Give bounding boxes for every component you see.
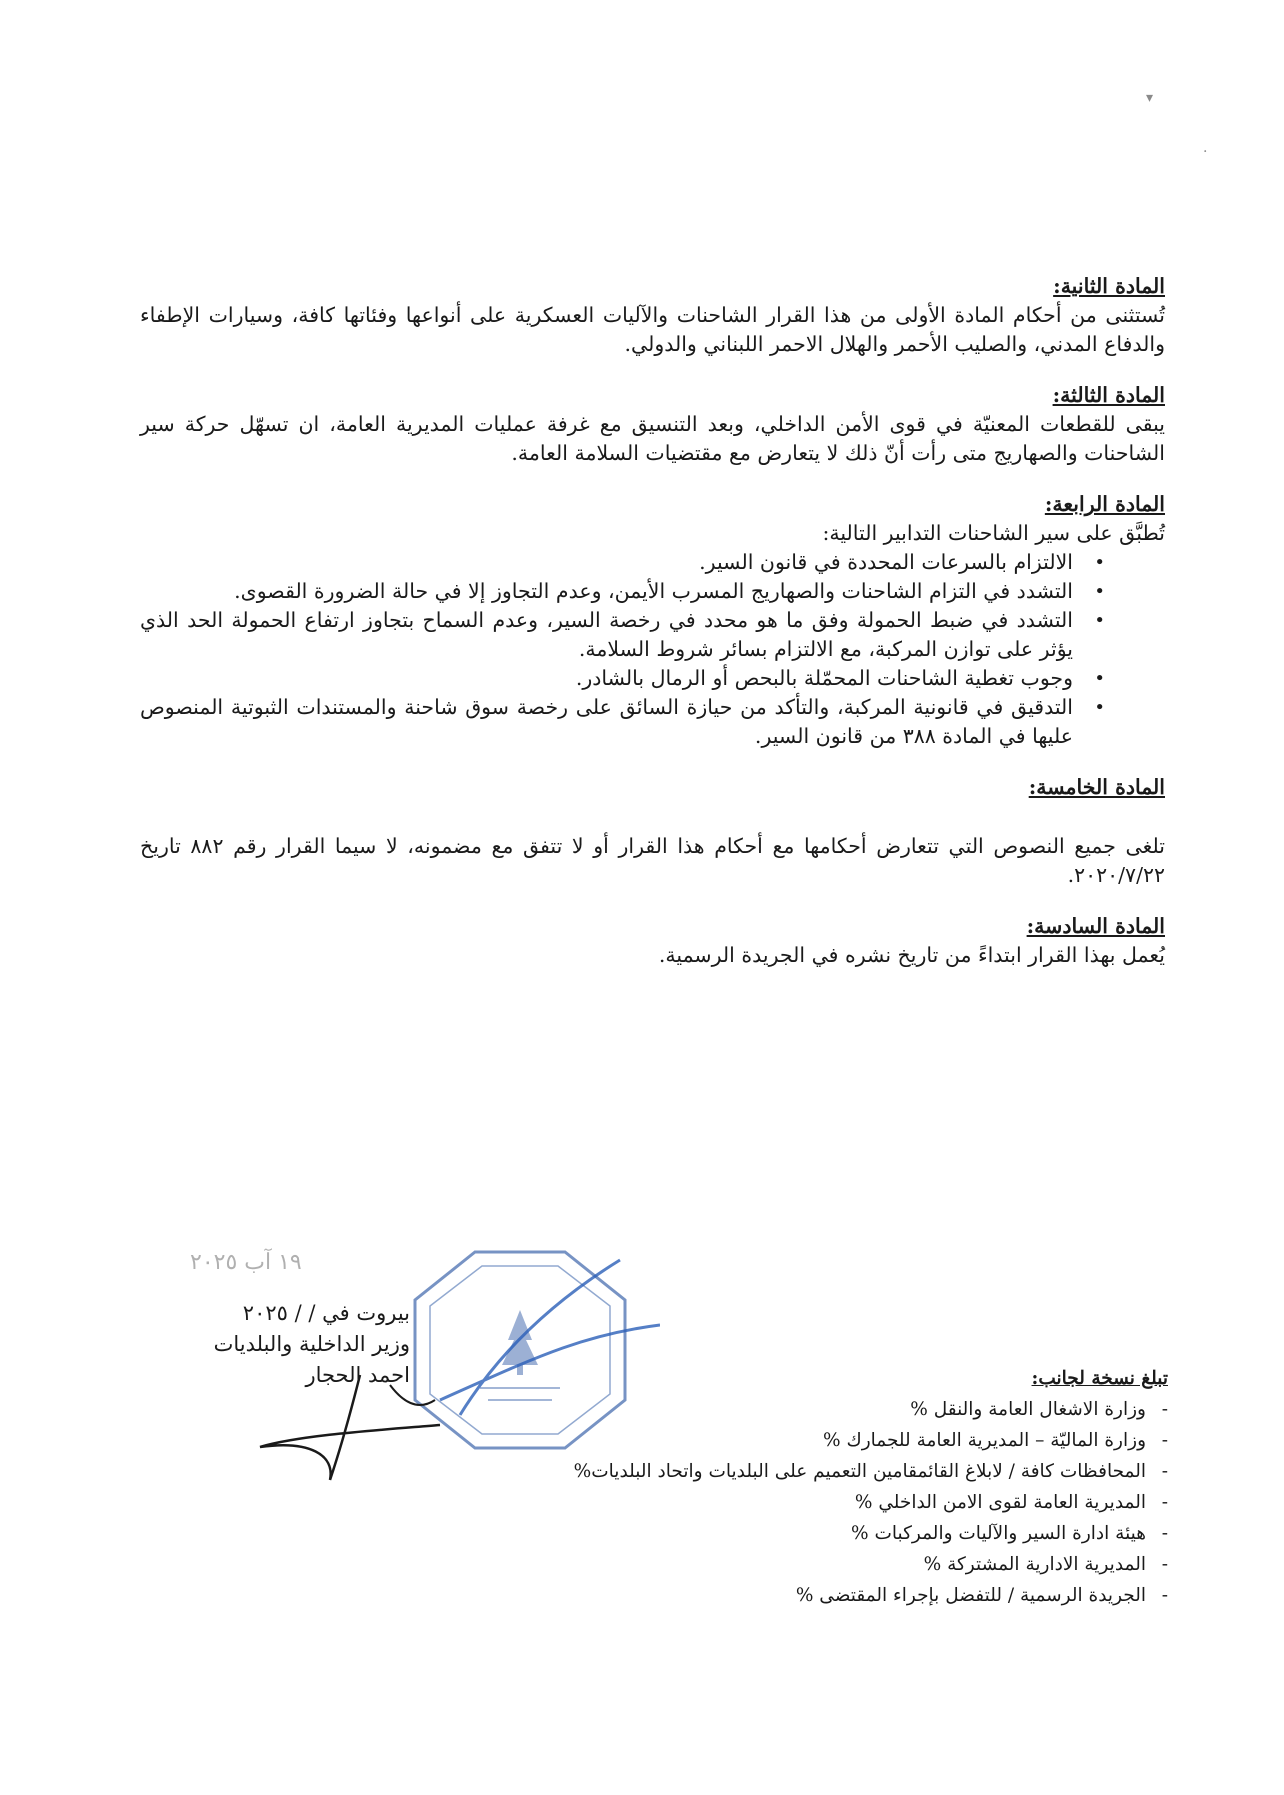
article-5 <box>140 773 1165 890</box>
list-item: -المحافظات كافة / لابلاغ القائمقامين التعميم على البلديات واتحاد البلديات% <box>573 1461 1168 1482</box>
minister-title: وزير الداخلية والبلديات <box>213 1332 410 1356</box>
decision-body <box>140 272 1165 992</box>
article-intro: تُطبَّق على سير الشاحنات التدابير التالية: <box>822 521 1165 545</box>
copies-list <box>520 1394 1168 1611</box>
received-date-stamp: ١٩ آب ٢٠٢٥ <box>190 1250 302 1275</box>
handwritten-signature-icon <box>190 1355 450 1485</box>
article-heading: المادة الرابعة: <box>1044 492 1165 516</box>
article-2 <box>140 272 1165 359</box>
recipient: هيئة ادارة السير والآليات والمركبات % <box>851 1523 1146 1544</box>
list-item: -الجريدة الرسمية / للتفضل بإجراء المقتضى % <box>795 1585 1168 1606</box>
recipient: وزارة الاشغال العامة والنقل % <box>910 1399 1146 1420</box>
list-item: • التشدد في ضبط الحمولة وفق ما هو محدد في رخصة السير، وعدم السماح بتجاوز ارتفاع الحمولة الحد الذي يؤثر على توازن المركبة، مع الالتزام بسائر شروط السلامة. <box>140 606 1073 664</box>
list-item: -وزارة الاشغال العامة والنقل % <box>910 1399 1168 1420</box>
copies-title: تبلغ نسخة لجانب: <box>1031 1368 1168 1389</box>
article-text: يُعمل بهذا القرار ابتداءً من تاريخ نشره في الجريدة الرسمية. <box>658 943 1165 967</box>
list-item: -المديرية الادارية المشتركة % <box>923 1554 1168 1575</box>
list-item: • التدقيق في قانونية المركبة، والتأكد من حيازة السائق على رخصة سوق شاحنة والمستندات الثبوتية المنصوص عليها في المادة ٣٨٨ من قانون السير. <box>140 693 1073 751</box>
list-item: • الالتزام بالسرعات المحددة في قانون السير. <box>140 548 1073 577</box>
minister-name: احمد الحجار <box>305 1363 410 1387</box>
article-heading: المادة الخامسة: <box>1028 775 1165 799</box>
article-heading: المادة الثالثة: <box>1052 383 1165 407</box>
recipient: المديرية العامة لقوى الامن الداخلي % <box>854 1492 1146 1513</box>
scan-speck: · <box>1203 144 1208 160</box>
article-4 <box>140 490 1165 751</box>
place-and-date: بيروت في / / ٢٠٢٥ <box>242 1301 410 1325</box>
recipient: المديرية الادارية المشتركة % <box>923 1554 1146 1575</box>
article-heading: المادة السادسة: <box>1026 914 1165 938</box>
scan-speck: ▾ <box>1146 90 1154 106</box>
article-6 <box>140 912 1165 970</box>
recipient: الجريدة الرسمية / للتفضل بإجراء المقتضى % <box>795 1585 1146 1606</box>
list-item: -وزارة الماليّة – المديرية العامة للجمارك % <box>823 1430 1168 1451</box>
list-item: • وجوب تغطية الشاحنات المحمّلة بالبحص أو الرمال بالشادر. <box>140 664 1073 693</box>
list-item: -هيئة ادارة السير والآليات والمركبات % <box>851 1523 1168 1544</box>
recipient: وزارة الماليّة – المديرية العامة للجمارك % <box>823 1430 1146 1451</box>
list-item: • التشدد في التزام الشاحنات والصهاريج المسرب الأيمن، وعدم التجاوز إلا في حالة الضرورة القصوى. <box>140 577 1073 606</box>
list-item: -المديرية العامة لقوى الامن الداخلي % <box>854 1492 1168 1513</box>
article-heading: المادة الثانية: <box>1053 274 1165 298</box>
article-text: يبقى للقطعات المعنيّة في قوى الأمن الداخلي، وبعد التنسيق مع غرفة عمليات المديرية العامة، ان تسهّل حركة سير الشاحنات والصهاريج متى رأت أنّ ذلك لا يتعارض مع مقتضيات السلامة العامة. <box>140 412 1165 465</box>
article-3 <box>140 381 1165 468</box>
recipient: المحافظات كافة / لابلاغ القائمقامين التعميم على البلديات واتحاد البلديات% <box>573 1461 1146 1482</box>
article-text: تُستثنى من أحكام المادة الأولى من هذا القرار الشاحنات والآليات العسكرية على أنواعها وفئاتها كافة، وسيارات الإطفاء والدفاع المدني، والصليب الأحمر والهلال الاحمر اللبناني والدولي. <box>140 303 1165 356</box>
article-text: تلغى جميع النصوص التي تتعارض أحكامها مع أحكام هذا القرار أو لا تتفق مع مضمونه، لا سيما القرار رقم ٨٨٢ تاريخ ٢٠٢٠/٧/٢٢. <box>140 834 1165 887</box>
measures-list <box>140 548 1165 751</box>
copies-distribution <box>520 1363 1168 1611</box>
